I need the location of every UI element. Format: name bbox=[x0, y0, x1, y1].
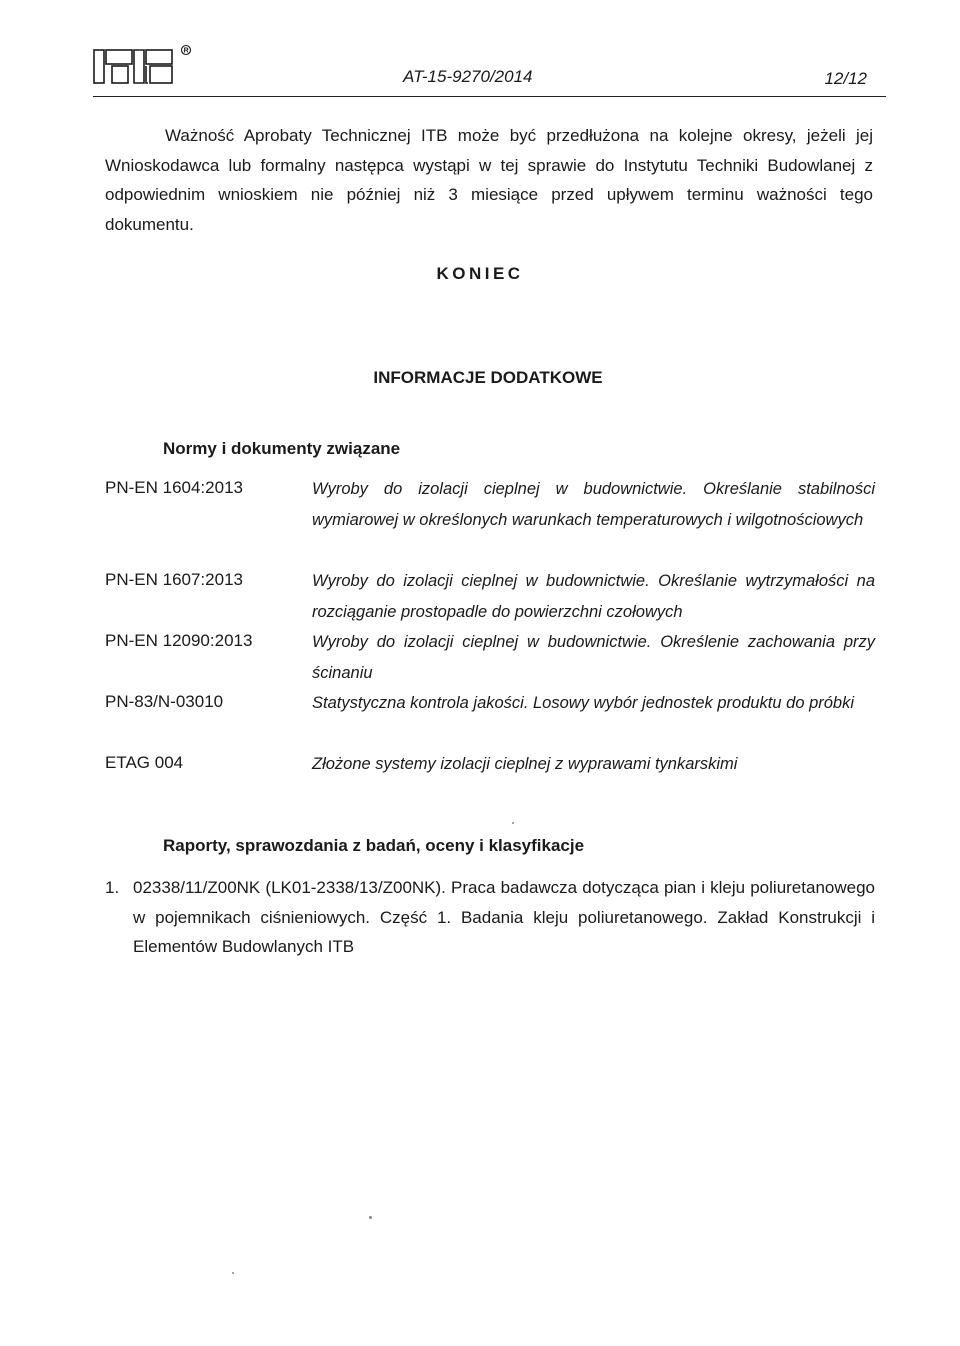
report-text: 02338/11/Z00NK (LK01-2338/13/Z00NK). Praca badawcza dotycząca pian i kleju poliuretanowego w pojemnikach ciśnieniowych. Część 1. Badania kleju poliuretanowego. Zakład Konstrukcji i Elementów Budowlanych ITB bbox=[133, 878, 875, 956]
reports-heading: Raporty, sprawozdania z badań, oceny i klasyfikacje bbox=[163, 836, 585, 855]
report-number: 1. bbox=[105, 878, 120, 897]
end-marker: KONIEC bbox=[436, 264, 524, 283]
scan-speck bbox=[232, 1272, 234, 1274]
scan-speck bbox=[512, 822, 514, 824]
validity-paragraph: Ważność Aprobaty Technicznej ITB może być przedłużona na kolejne okresy, jeżeli jej Wnioskodawca lub formalny następca wystąpi w tej sprawie do Instytutu Techniki Budowlanej z odpowiednim wnioskiem nie później niż 3 miesiące przed upływem terminu ważności tego dokumentu. bbox=[105, 126, 873, 234]
page-number: 12/12 bbox=[824, 69, 867, 88]
header-divider bbox=[93, 96, 886, 97]
norm-code: PN-EN 1607:2013 bbox=[105, 570, 243, 589]
norm-code: PN-EN 12090:2013 bbox=[105, 631, 253, 650]
norm-code: PN-EN 1604:2013 bbox=[105, 478, 243, 497]
scan-speck bbox=[369, 1216, 372, 1219]
norm-description: Wyroby do izolacji cieplnej w budownictwie. Określanie wytrzymałości na rozciąganie prostopadle do powierzchni czołowych bbox=[312, 572, 875, 621]
norm-code: PN-83/N-03010 bbox=[105, 692, 224, 711]
norm-description: Złożone systemy izolacji cieplnej z wyprawami tynkarskimi bbox=[312, 755, 738, 773]
itb-logo-mark bbox=[93, 44, 197, 86]
additional-info-title: INFORMACJE DODATKOWE bbox=[373, 368, 603, 387]
norm-description: Wyroby do izolacji cieplnej w budownictwie. Określenie zachowania przy ścinaniu bbox=[312, 633, 875, 682]
itb-logo bbox=[93, 44, 197, 86]
norm-code: ETAG 004 bbox=[105, 753, 184, 772]
norms-heading: Normy i dokumenty związane bbox=[163, 439, 401, 458]
norm-description: Statystyczna kontrola jakości. Losowy wybór jednostek produktu do próbki bbox=[312, 694, 855, 712]
document-number: AT-15-9270/2014 bbox=[403, 67, 533, 86]
svg-text:R: R bbox=[183, 47, 189, 55]
norm-description: Wyroby do izolacji cieplnej w budownictwie. Określanie stabilności wymiarowej w określonych warunkach temperaturowych i wilgotnościowych bbox=[312, 480, 875, 529]
